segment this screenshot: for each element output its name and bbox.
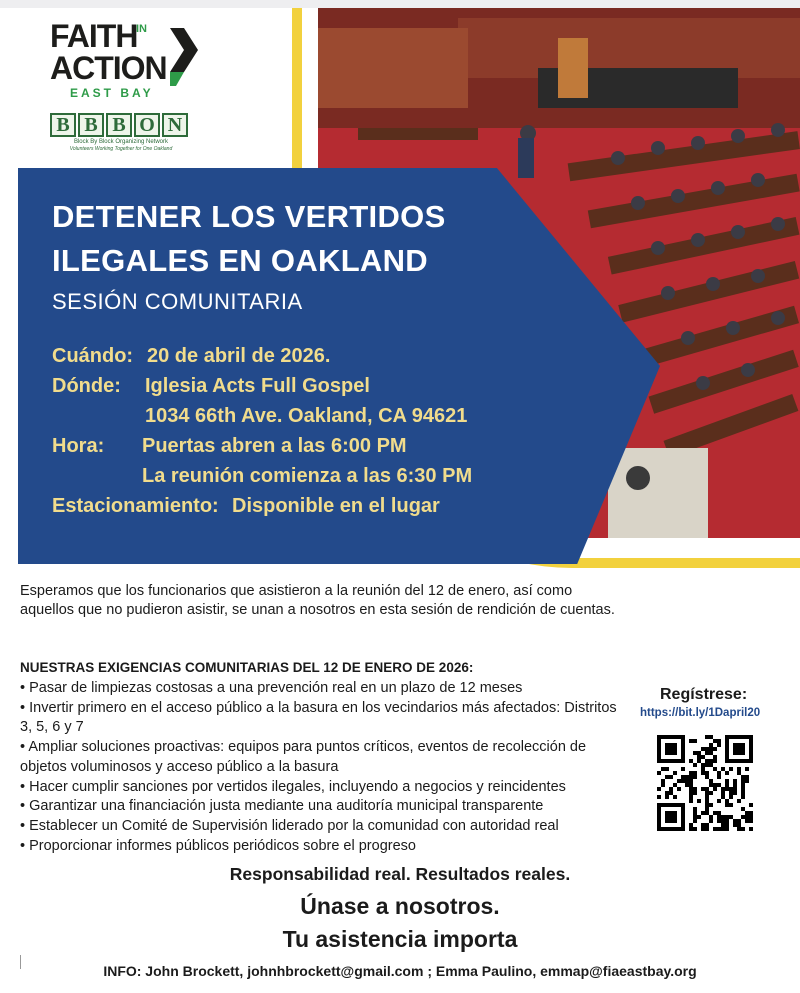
bbbon-letter: O — [134, 113, 160, 137]
logo-faith-word: FAITH — [50, 18, 138, 54]
bbbon-letter: B — [50, 113, 76, 137]
demand-item: • Garantizar una financiación justa mediante una auditoría municipal transparente — [20, 797, 620, 817]
parking-label: Estacionamiento: — [52, 495, 219, 517]
where-label: Dónde: — [52, 375, 121, 397]
demand-item: • Invertir primero en el acceso público a la basura en los vecindarios más afectados: Distritos 3, 5, 6 y 7 — [20, 699, 620, 738]
when-value: 20 de abril de 2026. — [147, 345, 331, 367]
bbbon-subtitle: Block By Block Organizing Network — [73, 139, 169, 145]
bbbon-letter: N — [162, 113, 188, 137]
time-label: Hora: — [52, 435, 105, 457]
logo-in-word: IN — [136, 23, 147, 35]
when-label: Cuándo: — [52, 345, 134, 367]
demand-item: • Proporcionar informes públicos periódicos sobre el progreso — [20, 837, 620, 857]
tagline-accountability: Responsabilidad real. Resultados reales. — [229, 864, 571, 884]
parking-value: Disponible en el lugar — [232, 495, 440, 517]
demand-item: • Hacer cumplir sanciones por vertidos ilegales, incluyendo a negocios y reincidentes — [20, 778, 620, 798]
where-line-1: Iglesia Acts Full Gospel — [145, 375, 370, 397]
time-line-2: La reunión comienza a las 6:30 PM — [142, 465, 473, 487]
logo-action-word: ACTION — [50, 50, 167, 86]
bbbon-logo — [50, 113, 192, 153]
register-link[interactable]: https://bit.ly/1Dapril20 — [640, 707, 761, 719]
demands-list — [20, 679, 620, 856]
contact-info: INFO: John Brockett, johnhbrockett@gmail.com ; Emma Paulino, emmap@fiaeastbay.org — [103, 963, 697, 979]
time-line-1: Puertas abren a las 6:00 PM — [142, 435, 407, 457]
event-title — [52, 195, 446, 283]
qr-code-icon[interactable] — [657, 735, 753, 831]
logo-chevron-icon — [170, 28, 198, 88]
demands-heading: NUESTRAS EXIGENCIAS COMUNITARIAS DEL 12 DE ENERO DE 2026: — [20, 660, 474, 675]
intro-paragraph: Esperamos que los funcionarios que asistieron a la reunión del 12 de enero, así como aquellos que no pudieron asistir, se unan a nosotros en esta sesión de rendición de cuentas. — [20, 583, 615, 618]
tagline-attendance: Tu asistencia importa — [282, 926, 518, 952]
event-title-line-1: DETENER LOS VERTIDOS — [52, 199, 446, 234]
demand-item: • Pasar de limpiezas costosas a una prevención real en un plazo de 12 meses — [20, 679, 620, 699]
bbbon-tagline: Volunteers Working Together for One Oakland — [69, 146, 173, 152]
logo-east-bay: EAST BAY — [70, 86, 154, 100]
event-subtitle: SESIÓN COMUNITARIA — [52, 289, 303, 314]
demand-item: • Ampliar soluciones proactivas: equipos para puntos críticos, eventos de recolección de objetos voluminosos y acceso público a la basura — [20, 738, 620, 777]
faith-in-action-logo — [50, 20, 200, 98]
where-line-2: 1034 66th Ave. Oakland, CA 94621 — [145, 405, 468, 427]
register-label: Regístrese: — [660, 686, 748, 703]
demand-item: • Establecer un Comité de Supervisión liderado por la comunidad con autoridad real — [20, 817, 620, 837]
top-strip — [0, 0, 800, 8]
bbbon-letter: B — [78, 113, 104, 137]
bbbon-letter: B — [106, 113, 132, 137]
tagline-join-us: Únase a nosotros. — [300, 893, 500, 919]
event-title-line-2: ILEGALES EN OAKLAND — [52, 243, 428, 278]
